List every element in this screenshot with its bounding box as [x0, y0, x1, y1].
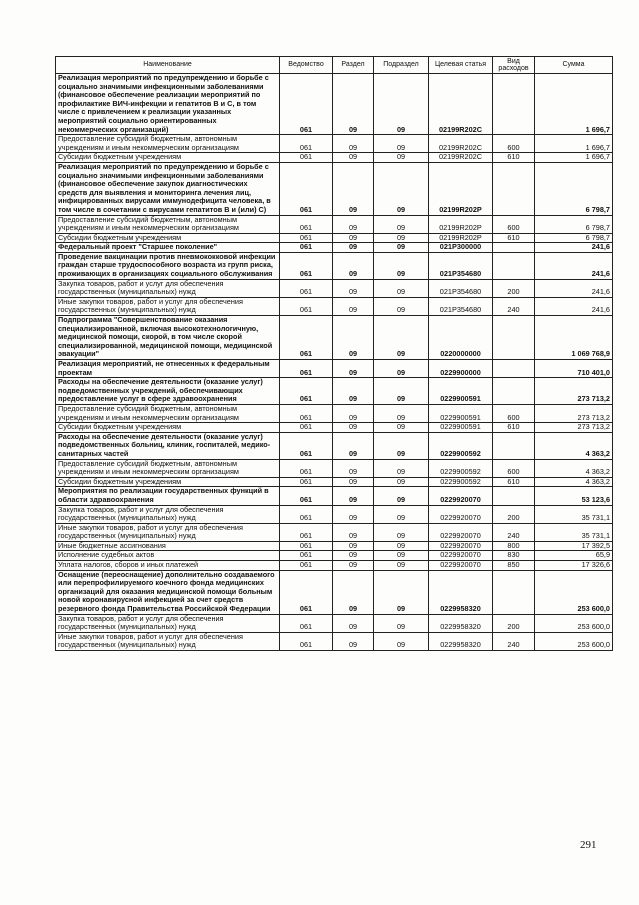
row-amount: 1 069 768,9 — [535, 316, 613, 360]
row-name: Предоставление субсидий бюджетным, автономным учреждениям и иным некоммерческим организациям — [56, 404, 280, 422]
row-section: 09 — [333, 74, 374, 135]
row-subsection: 09 — [374, 570, 429, 614]
table-row — [56, 74, 613, 135]
row-expense-type — [493, 432, 535, 459]
header-name: Наименование — [56, 57, 280, 74]
row-target-item: 0229900592 — [429, 477, 493, 487]
header-subsection: Подраздел — [374, 57, 429, 74]
row-subsection: 09 — [374, 551, 429, 561]
row-name: Подпрограмма "Совершенствование оказания специализированной, включая высокотехнологичную, медицинской помощи, скорой, в том числе скорой специализированной, медицинской помощи, медицинской эвакуации" — [56, 316, 280, 360]
row-name: Закупка товаров, работ и услуг для обеспечения государственных (муниципальных) нужд — [56, 279, 280, 297]
row-subsection: 09 — [374, 523, 429, 541]
row-expense-type: 200 — [493, 279, 535, 297]
row-subsection: 09 — [374, 215, 429, 233]
row-subsection: 09 — [374, 316, 429, 360]
row-subsection: 09 — [374, 423, 429, 433]
row-expense-type: 610 — [493, 233, 535, 243]
table-row — [56, 316, 613, 360]
table-row — [56, 459, 613, 477]
row-amount: 241,6 — [535, 252, 613, 279]
row-subsection: 09 — [374, 404, 429, 422]
row-department: 061 — [280, 541, 333, 551]
row-section: 09 — [333, 570, 374, 614]
row-section: 09 — [333, 551, 374, 561]
row-name: Мероприятия по реализации государственных функций в области здравоохранения — [56, 487, 280, 505]
table-row — [56, 551, 613, 561]
row-name: Реализация мероприятий, не отнесенных к федеральным проектам — [56, 360, 280, 378]
row-target-item: 0229900591 — [429, 378, 493, 405]
row-target-item: 0229958320 — [429, 614, 493, 632]
table-row — [56, 487, 613, 505]
row-expense-type: 600 — [493, 215, 535, 233]
row-target-item: 021P300000 — [429, 243, 493, 253]
table-row — [56, 477, 613, 487]
row-target-item: 0229900591 — [429, 404, 493, 422]
row-name: Субсидии бюджетным учреждениям — [56, 477, 280, 487]
row-section: 09 — [333, 378, 374, 405]
row-target-item: 0229920070 — [429, 551, 493, 561]
row-expense-type: 600 — [493, 459, 535, 477]
row-section: 09 — [333, 487, 374, 505]
row-name: Реализация мероприятий по предупреждению и борьбе с социально значимыми инфекционными заболеваниями (финансовое обеспечение реализации мероприятий по профилактике ВИЧ-инфекции и гепатитов В и С, в том числе с привлечением к реализации указанных мероприятий социально ориентированных некоммерческих организаций) — [56, 74, 280, 135]
row-name: Закупка товаров, работ и услуг для обеспечения государственных (муниципальных) нужд — [56, 614, 280, 632]
row-target-item: 0229920070 — [429, 487, 493, 505]
header-expense-type: Вид расходов — [493, 57, 535, 74]
table-row — [56, 404, 613, 422]
table-row — [56, 423, 613, 433]
row-amount: 35 731,1 — [535, 523, 613, 541]
row-expense-type — [493, 570, 535, 614]
row-target-item: 0229920070 — [429, 541, 493, 551]
row-amount: 17 326,6 — [535, 561, 613, 571]
row-expense-type: 610 — [493, 423, 535, 433]
row-department: 061 — [280, 632, 333, 650]
row-department: 061 — [280, 614, 333, 632]
row-section: 09 — [333, 423, 374, 433]
row-section: 09 — [333, 215, 374, 233]
row-amount: 1 696,7 — [535, 74, 613, 135]
row-name: Расходы на обеспечение деятельности (оказание услуг) подведомственных учреждений, обеспечивающих предоставление услуг в сфере здравоохранения — [56, 378, 280, 405]
row-name: Реализация мероприятий по предупреждению и борьбе с социально значимыми инфекционными заболеваниями (финансовое обеспечение закупок диагностических средств для выявления и мониторинга лечения лиц, инфицированных вирусами иммунодефицита человека, в том числе в сочетании с вирусами гепатитов В и (или) С) — [56, 162, 280, 215]
table-row — [56, 432, 613, 459]
row-amount: 273 713,2 — [535, 423, 613, 433]
row-name: Исполнение судебных актов — [56, 551, 280, 561]
row-department: 061 — [280, 551, 333, 561]
row-section: 09 — [333, 541, 374, 551]
row-amount: 273 713,2 — [535, 404, 613, 422]
row-name: Иные закупки товаров, работ и услуг для обеспечения государственных (муниципальных) нужд — [56, 632, 280, 650]
row-name: Иные бюджетные ассигнования — [56, 541, 280, 551]
table-row — [56, 243, 613, 253]
row-department: 061 — [280, 135, 333, 153]
row-section: 09 — [333, 523, 374, 541]
row-target-item: 02199R202P — [429, 215, 493, 233]
header-amount: Сумма — [535, 57, 613, 74]
row-expense-type: 850 — [493, 561, 535, 571]
row-amount: 6 798,7 — [535, 162, 613, 215]
row-expense-type: 610 — [493, 153, 535, 163]
row-target-item: 0229900591 — [429, 423, 493, 433]
row-target-item: 02199R202C — [429, 74, 493, 135]
row-target-item: 02199R202P — [429, 162, 493, 215]
row-expense-type — [493, 162, 535, 215]
row-name: Иные закупки товаров, работ и услуг для обеспечения государственных (муниципальных) нужд — [56, 297, 280, 315]
row-section: 09 — [333, 432, 374, 459]
table-row — [56, 360, 613, 378]
row-target-item: 0229900592 — [429, 432, 493, 459]
row-subsection: 09 — [374, 477, 429, 487]
row-subsection: 09 — [374, 297, 429, 315]
row-section: 09 — [333, 477, 374, 487]
row-subsection: 09 — [374, 135, 429, 153]
table-row — [56, 279, 613, 297]
row-amount: 35 731,1 — [535, 505, 613, 523]
row-target-item: 0229920070 — [429, 505, 493, 523]
row-department: 061 — [280, 153, 333, 163]
row-department: 061 — [280, 487, 333, 505]
table-row — [56, 378, 613, 405]
row-amount: 253 600,0 — [535, 570, 613, 614]
header-department: Ведомство — [280, 57, 333, 74]
row-department: 061 — [280, 561, 333, 571]
table-row — [56, 215, 613, 233]
row-section: 09 — [333, 360, 374, 378]
row-department: 061 — [280, 378, 333, 405]
row-subsection: 09 — [374, 487, 429, 505]
row-name: Оснащение (переоснащение) дополнительно создаваемого или перепрофилируемого коечного фонда медицинских организаций для оказания медицинской помощи больным новой коронавирусной инфекцией за счет средств резервного фонда Правительства Российской Федерации — [56, 570, 280, 614]
row-name: Субсидии бюджетным учреждениям — [56, 423, 280, 433]
row-subsection: 09 — [374, 252, 429, 279]
row-target-item: 0229920070 — [429, 523, 493, 541]
row-department: 061 — [280, 523, 333, 541]
row-expense-type: 240 — [493, 523, 535, 541]
row-section: 09 — [333, 614, 374, 632]
row-subsection: 09 — [374, 459, 429, 477]
row-amount: 253 600,0 — [535, 614, 613, 632]
row-target-item: 0229958320 — [429, 570, 493, 614]
row-target-item: 0229900000 — [429, 360, 493, 378]
row-section: 09 — [333, 505, 374, 523]
row-department: 061 — [280, 477, 333, 487]
row-target-item: 0229900592 — [429, 459, 493, 477]
budget-table — [55, 56, 613, 651]
row-section: 09 — [333, 243, 374, 253]
row-section: 09 — [333, 162, 374, 215]
row-department: 061 — [280, 279, 333, 297]
row-subsection: 09 — [374, 153, 429, 163]
row-section: 09 — [333, 135, 374, 153]
row-department: 061 — [280, 423, 333, 433]
row-name: Предоставление субсидий бюджетным, автономным учреждениям и иным некоммерческим организациям — [56, 135, 280, 153]
table-row — [56, 297, 613, 315]
row-target-item: 0220000000 — [429, 316, 493, 360]
row-target-item: 0229958320 — [429, 632, 493, 650]
row-expense-type: 800 — [493, 541, 535, 551]
row-department: 061 — [280, 243, 333, 253]
row-subsection: 09 — [374, 561, 429, 571]
row-department: 061 — [280, 404, 333, 422]
table-row — [56, 614, 613, 632]
row-department: 061 — [280, 459, 333, 477]
row-subsection: 09 — [374, 74, 429, 135]
row-department: 061 — [280, 252, 333, 279]
row-expense-type — [493, 243, 535, 253]
row-name: Федеральный проект "Старшее поколение" — [56, 243, 280, 253]
table-row — [56, 570, 613, 614]
row-department: 061 — [280, 505, 333, 523]
row-subsection: 09 — [374, 505, 429, 523]
row-amount: 53 123,6 — [535, 487, 613, 505]
table-row — [56, 523, 613, 541]
header-section: Раздел — [333, 57, 374, 74]
row-amount: 241,6 — [535, 279, 613, 297]
row-amount: 4 363,2 — [535, 477, 613, 487]
row-department: 061 — [280, 162, 333, 215]
row-target-item: 021P354680 — [429, 279, 493, 297]
row-target-item: 0229920070 — [429, 561, 493, 571]
row-name: Предоставление субсидий бюджетным, автономным учреждениям и иным некоммерческим организациям — [56, 215, 280, 233]
row-name: Субсидии бюджетным учреждениям — [56, 233, 280, 243]
row-department: 061 — [280, 215, 333, 233]
row-amount: 17 392,5 — [535, 541, 613, 551]
row-target-item: 02199R202C — [429, 153, 493, 163]
row-subsection: 09 — [374, 233, 429, 243]
row-name: Проведение вакцинации против пневмококковой инфекции граждан старше трудоспособного возраста из групп риска, проживающих в организациях социального обслуживания — [56, 252, 280, 279]
row-subsection: 09 — [374, 162, 429, 215]
row-expense-type: 600 — [493, 404, 535, 422]
table-body — [56, 74, 613, 651]
row-section: 09 — [333, 561, 374, 571]
row-name: Расходы на обеспечение деятельности (оказание услуг) подведомственных больниц, клиник, госпиталей, медико-санитарных частей — [56, 432, 280, 459]
row-subsection: 09 — [374, 432, 429, 459]
row-department: 061 — [280, 74, 333, 135]
row-amount: 253 600,0 — [535, 632, 613, 650]
table-row — [56, 632, 613, 650]
row-department: 061 — [280, 570, 333, 614]
row-expense-type — [493, 316, 535, 360]
row-name: Уплата налогов, сборов и иных платежей — [56, 561, 280, 571]
header-target-item: Целевая статья — [429, 57, 493, 74]
row-expense-type — [493, 487, 535, 505]
row-amount: 6 798,7 — [535, 215, 613, 233]
row-amount: 241,6 — [535, 243, 613, 253]
row-amount: 710 401,0 — [535, 360, 613, 378]
table-row — [56, 233, 613, 243]
row-subsection: 09 — [374, 279, 429, 297]
row-expense-type: 600 — [493, 135, 535, 153]
row-subsection: 09 — [374, 632, 429, 650]
row-amount: 1 696,7 — [535, 135, 613, 153]
row-expense-type — [493, 252, 535, 279]
row-department: 061 — [280, 233, 333, 243]
row-expense-type: 200 — [493, 614, 535, 632]
row-expense-type — [493, 378, 535, 405]
table-header-row — [56, 57, 613, 74]
row-section: 09 — [333, 297, 374, 315]
row-section: 09 — [333, 632, 374, 650]
row-amount: 6 798,7 — [535, 233, 613, 243]
table-row — [56, 162, 613, 215]
row-amount: 273 713,2 — [535, 378, 613, 405]
table-row — [56, 252, 613, 279]
row-section: 09 — [333, 252, 374, 279]
row-subsection: 09 — [374, 614, 429, 632]
table-row — [56, 135, 613, 153]
table-row — [56, 541, 613, 551]
row-section: 09 — [333, 233, 374, 243]
row-name: Закупка товаров, работ и услуг для обеспечения государственных (муниципальных) нужд — [56, 505, 280, 523]
row-amount: 241,6 — [535, 297, 613, 315]
table-row — [56, 153, 613, 163]
row-department: 061 — [280, 360, 333, 378]
row-section: 09 — [333, 316, 374, 360]
row-section: 09 — [333, 279, 374, 297]
row-expense-type: 200 — [493, 505, 535, 523]
table-row — [56, 561, 613, 571]
row-subsection: 09 — [374, 243, 429, 253]
row-department: 061 — [280, 316, 333, 360]
row-section: 09 — [333, 404, 374, 422]
row-amount: 1 696,7 — [535, 153, 613, 163]
row-expense-type: 240 — [493, 297, 535, 315]
row-amount: 65,9 — [535, 551, 613, 561]
row-expense-type: 240 — [493, 632, 535, 650]
row-name: Предоставление субсидий бюджетным, автономным учреждениям и иным некоммерческим организациям — [56, 459, 280, 477]
row-expense-type — [493, 74, 535, 135]
row-expense-type — [493, 360, 535, 378]
row-subsection: 09 — [374, 541, 429, 551]
row-target-item: 021P354680 — [429, 297, 493, 315]
row-name: Иные закупки товаров, работ и услуг для обеспечения государственных (муниципальных) нужд — [56, 523, 280, 541]
row-amount: 4 363,2 — [535, 432, 613, 459]
table-row — [56, 505, 613, 523]
row-department: 061 — [280, 432, 333, 459]
row-subsection: 09 — [374, 360, 429, 378]
row-name: Субсидии бюджетным учреждениям — [56, 153, 280, 163]
page-number: 291 — [580, 839, 597, 851]
row-amount: 4 363,2 — [535, 459, 613, 477]
row-expense-type: 610 — [493, 477, 535, 487]
row-target-item: 021P354680 — [429, 252, 493, 279]
row-target-item: 02199R202C — [429, 135, 493, 153]
row-expense-type: 830 — [493, 551, 535, 561]
row-subsection: 09 — [374, 378, 429, 405]
row-section: 09 — [333, 459, 374, 477]
row-section: 09 — [333, 153, 374, 163]
row-target-item: 02199R202P — [429, 233, 493, 243]
row-department: 061 — [280, 297, 333, 315]
